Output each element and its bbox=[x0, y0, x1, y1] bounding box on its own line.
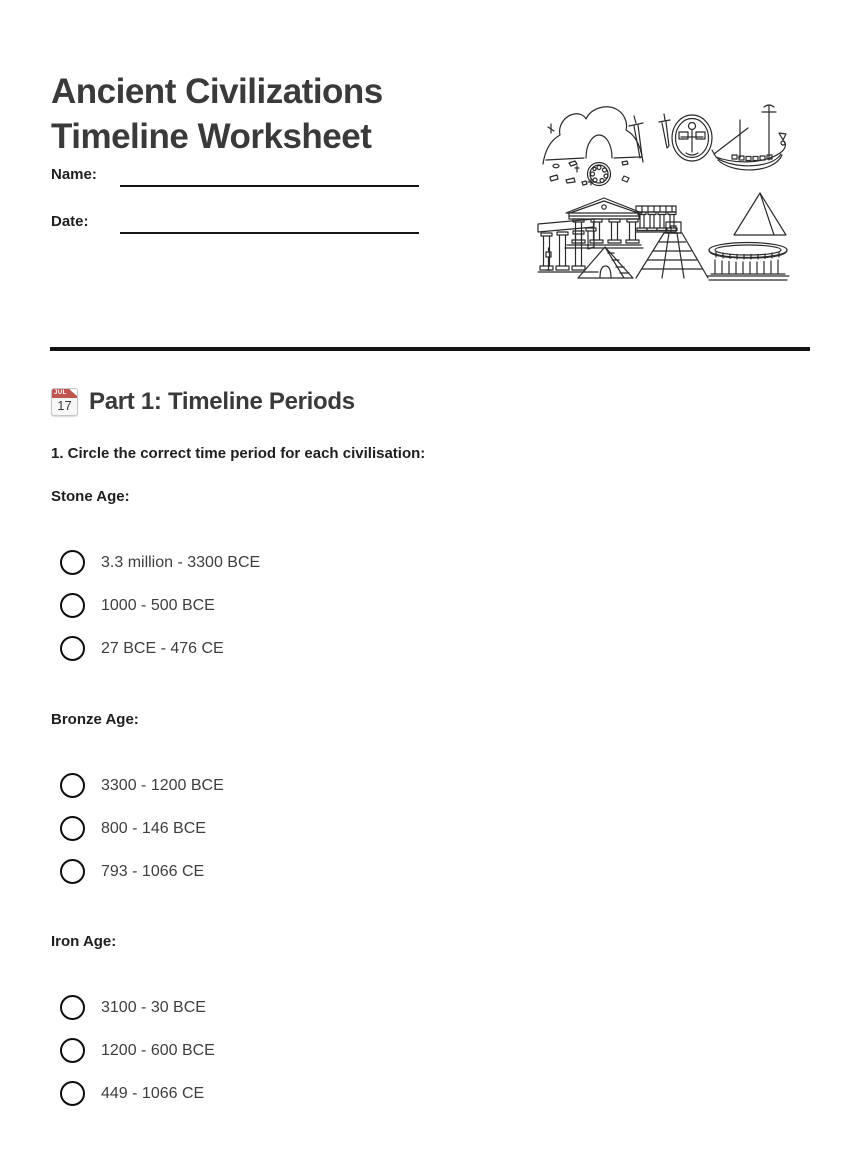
question-label: Bronze Age: bbox=[51, 711, 139, 728]
question-label: Stone Age: bbox=[51, 488, 130, 505]
question-bronze-age bbox=[51, 711, 571, 901]
radio-button[interactable] bbox=[60, 773, 85, 798]
date-input-line[interactable] bbox=[120, 232, 419, 234]
calendar-month: JUL bbox=[52, 389, 77, 398]
name-input-line[interactable] bbox=[120, 185, 419, 187]
radio-button[interactable] bbox=[60, 593, 85, 618]
part1-heading: Part 1: Timeline Periods bbox=[89, 388, 355, 415]
part1-header bbox=[51, 388, 355, 416]
option-row bbox=[51, 858, 571, 885]
option-row bbox=[51, 772, 571, 799]
option-label: 1000 - 500 BCE bbox=[101, 596, 215, 614]
radio-button[interactable] bbox=[60, 816, 85, 841]
option-label: 3300 - 1200 BCE bbox=[101, 776, 224, 794]
page-title: Ancient Civilizations Timeline Worksheet bbox=[51, 72, 383, 157]
option-row bbox=[51, 815, 571, 842]
radio-button[interactable] bbox=[60, 995, 85, 1020]
question-iron-age bbox=[51, 933, 571, 1123]
date-label: Date: bbox=[51, 213, 89, 230]
ship-icon bbox=[712, 105, 786, 170]
colosseum-icon bbox=[707, 243, 789, 281]
tool-icon bbox=[546, 248, 551, 270]
option-label: 1200 - 600 BCE bbox=[101, 1041, 215, 1059]
option-row bbox=[51, 592, 571, 619]
question1-instruction: 1. Circle the correct time period for each civilisation: bbox=[51, 445, 426, 462]
option-label: 27 BCE - 476 CE bbox=[101, 639, 224, 657]
option-row bbox=[51, 994, 571, 1021]
option-label: 3100 - 30 BCE bbox=[101, 998, 206, 1016]
radio-button[interactable] bbox=[60, 550, 85, 575]
question-label: Iron Age: bbox=[51, 933, 117, 950]
section-divider bbox=[50, 347, 810, 351]
radio-button[interactable] bbox=[60, 1081, 85, 1106]
radio-button[interactable] bbox=[60, 636, 85, 661]
shield-icon bbox=[672, 115, 712, 161]
option-row bbox=[51, 1080, 571, 1107]
smooth-pyramid-icon bbox=[734, 193, 786, 235]
option-label: 3.3 million - 3300 BCE bbox=[101, 553, 261, 571]
option-row bbox=[51, 549, 571, 576]
option-row bbox=[51, 1037, 571, 1064]
option-label: 449 - 1066 CE bbox=[101, 1084, 205, 1102]
radio-button[interactable] bbox=[60, 1038, 85, 1063]
sword-icon bbox=[629, 114, 670, 158]
egyptian-pyramid-icon bbox=[578, 247, 633, 278]
name-label: Name: bbox=[51, 166, 97, 183]
option-label: 800 - 146 BCE bbox=[101, 819, 206, 837]
calendar-day: 17 bbox=[57, 398, 72, 413]
stone-wheel-icon bbox=[588, 163, 611, 186]
question-stone-age bbox=[51, 488, 571, 678]
calendar-icon bbox=[51, 388, 78, 416]
greek-temple-icon bbox=[565, 198, 643, 248]
option-row bbox=[51, 635, 571, 662]
civilizations-illustration bbox=[536, 100, 794, 286]
cave-icon bbox=[543, 107, 643, 185]
radio-button[interactable] bbox=[60, 859, 85, 884]
option-label: 793 - 1066 CE bbox=[101, 862, 205, 880]
